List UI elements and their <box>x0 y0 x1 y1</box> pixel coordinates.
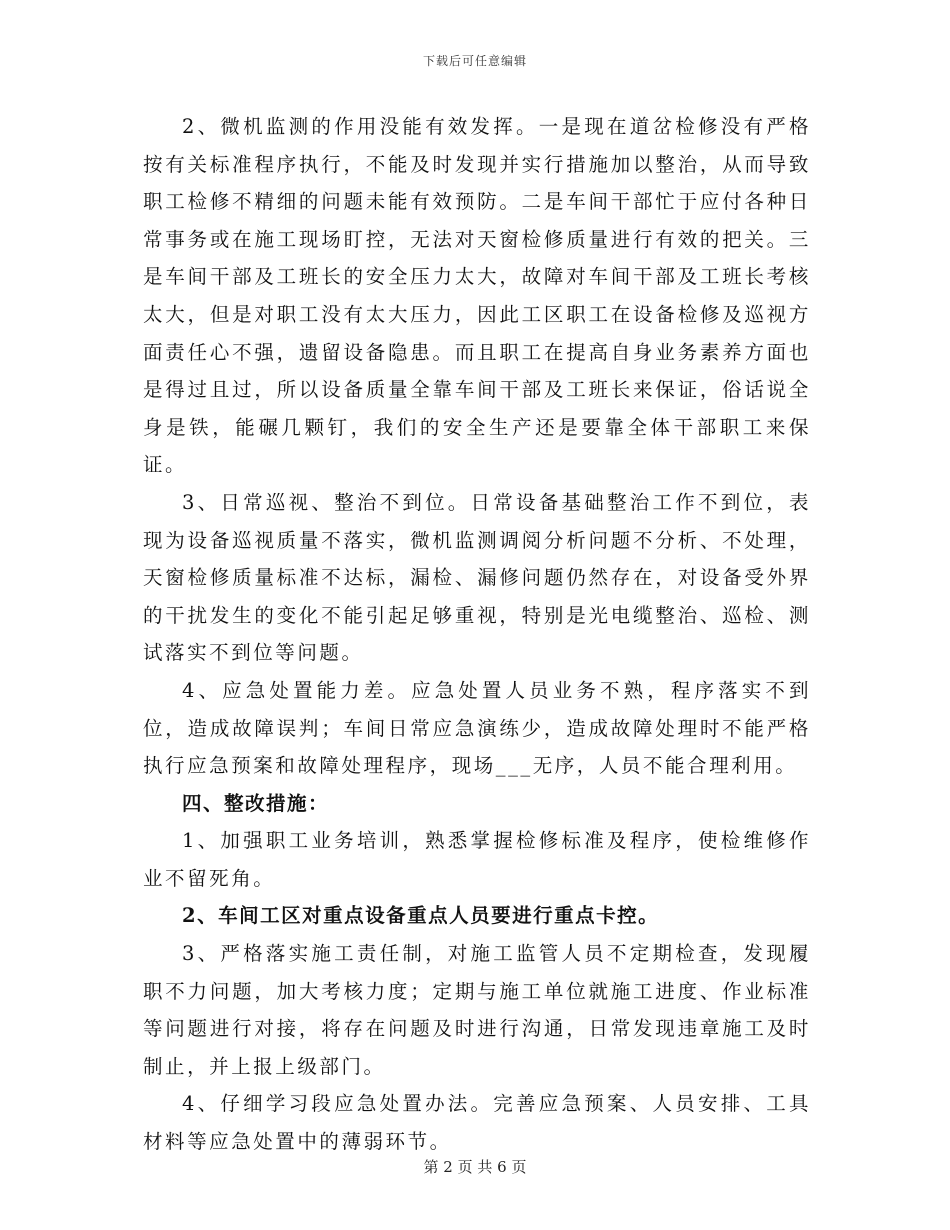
paragraph-daily-inspection: 3、日常巡视、整治不到位。日常设备基础整治工作不到位，表现为设备巡视质量不落实，微机监测调阅分析问题不分析、不处理，天窗检修质量标准不达标，漏检、漏修问题仍然存在，对设备受外界的干扰发生的变化不能引起足够重视，特别是光电缆整治、巡检、测试落实不到位等问题。 <box>143 490 811 665</box>
page-number-footer: 第 2 页 共 6 页 <box>423 1158 527 1176</box>
paragraph-microcomputer-monitoring: 2、微机监测的作用没能有效发挥。一是现在道岔检修没有严格按有关标准程序执行，不能及时发现并实行措施加以整治，从而导致职工检修不精细的问题未能有效预防。二是车间干部忙于应付各种日常事务或在施工现场盯控，无法对天窗检修质量进行有效的把关。三是车间干部及工班长的安全压力太大，故障对车间干部及工班长考核太大，但是对职工没有太大压力，因此工区职工在设备检修及巡视方面责任心不强，遗留设备隐患。而且职工在提高自身业务素养方面也是得过且过，所以设备质量全靠车间干部及工班长来保证，俗话说全身是铁，能碾几颗钉，我们的安全生产还是要靠全体干部职工来保证。 <box>143 115 811 477</box>
paragraph-construction-responsibility: 3、严格落实施工责任制，对施工监管人员不定期检查，发现履职不力问题，加大考核力度；定期与施工单位就施工进度、作业标准等问题进行对接，将存在问题及时进行沟通，日常发现违章施工及时制止，并上报上级部门。 <box>143 942 811 1078</box>
paragraph-emergency-study: 4、仔细学习段应急处置办法。完善应急预案、人员安排、工具材料等应急处置中的薄弱环节。 <box>143 1092 811 1154</box>
paragraph-emergency-response: 4、应急处置能力差。应急处置人员业务不熟，程序落实不到位，造成故障误判；车间日常应急演练少，造成故障处理时不能严格执行应急预案和故障处理程序，现场___无序，人员不能合理利用。 <box>143 678 811 778</box>
section-heading-rectification: 四、整改措施： <box>182 791 330 815</box>
document-body <box>143 108 811 1161</box>
paragraph-training: 1、加强职工业务培训，熟悉掌握检修标准及程序，使检维修作业不留死角。 <box>143 829 811 890</box>
paragraph-key-control: 2、车间工区对重点设备重点人员要进行重点卡控。 <box>182 904 660 928</box>
page-header: 下载后可任意编辑 <box>422 54 527 68</box>
